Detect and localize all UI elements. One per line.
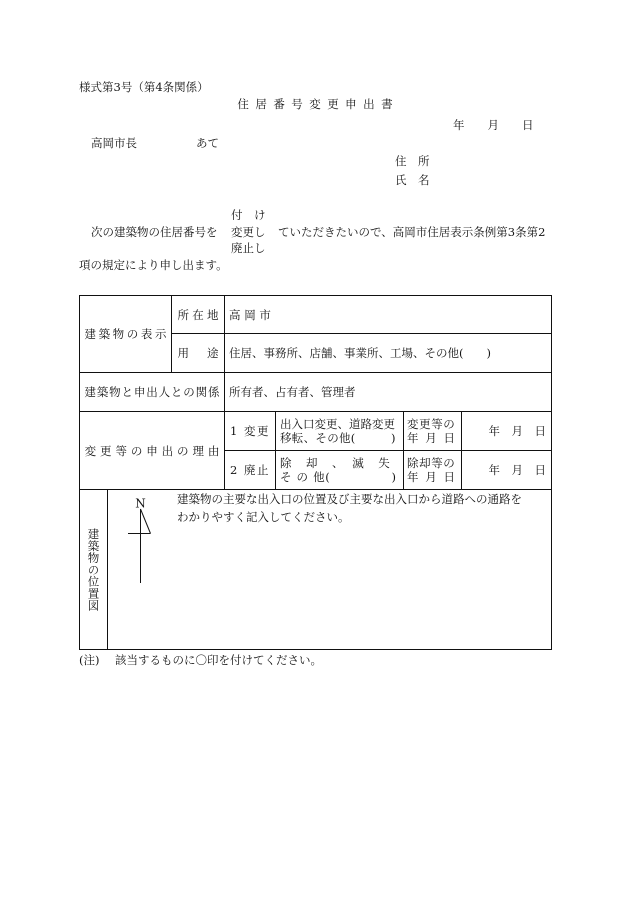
change-date-value: 年 月 日 (488, 424, 546, 438)
form-number: 様式第3号（第4条関係） (79, 80, 209, 94)
abolition-description-line: そ の 他( ) (280, 470, 397, 484)
relationship-label-cell (79, 372, 224, 411)
use-label: 用 途 (177, 346, 222, 360)
abolition-label-cell (224, 450, 275, 489)
abolition-date-value: 年 月 日 (488, 463, 546, 477)
change-label: 1 変更 (230, 424, 270, 438)
building-display-label: 建築物の表示 (84, 327, 170, 341)
request-closing: 項の規定により申し出ます。 (79, 258, 228, 272)
document-title: 住 居 番 号 変 更 申 出 書 (237, 97, 394, 111)
abolition-date-label-line: 年 月 日 (407, 470, 457, 484)
change-date-label-line: 年 月 日 (407, 431, 457, 445)
applicant-address-label: 住 所 (395, 154, 430, 168)
request-option-change: 変更し (231, 225, 266, 239)
location-map-area (107, 489, 552, 650)
abolition-description-cell (275, 450, 403, 489)
location-map-instruction-line: 建築物の主要な出入口の位置及び主要な出入口から道路への通路を (177, 492, 522, 506)
location-label: 所在地 (177, 307, 222, 322)
note-text: 該当するものに〇印を付けてください。 (115, 653, 322, 667)
note-marker: (注) (79, 653, 100, 667)
location-map-instruction-line: わかりやすく記入してください。 (177, 510, 350, 524)
relationship-value-cell (224, 372, 552, 411)
request-option-assign: 付 け (231, 208, 266, 222)
abolition-description-line: 除 却 、 滅 失 (280, 456, 392, 470)
north-arrow-icon (108, 490, 168, 590)
abolition-date-label-cell (403, 450, 461, 489)
location-value: 高岡市 (229, 307, 275, 322)
application-table (79, 295, 552, 650)
date-line: 年 月 日 (453, 118, 534, 132)
applicant-name-label: 氏 名 (395, 173, 430, 187)
addressee-name: 高岡市長 (91, 136, 137, 150)
abolition-date-value-cell (461, 450, 552, 489)
location-map-label-cell (79, 489, 107, 650)
change-description-cell (275, 411, 403, 450)
change-description-line: 移転、その他( ) (280, 431, 396, 445)
use-label-cell (171, 333, 224, 372)
use-value-cell (224, 333, 552, 372)
change-date-value-cell (461, 411, 552, 450)
change-date-label-line: 変更等の (407, 417, 456, 431)
request-continuation: ていただきたいので、高岡市住居表示条例第3条第2 (278, 225, 546, 239)
abolition-label: 2 廃止 (230, 463, 270, 477)
change-label-cell (224, 411, 275, 450)
relationship-label: 建築物と申出人との関係 (84, 385, 221, 399)
location-map-label: 建築物の位置図 (86, 528, 101, 612)
reason-label: 変更等の申出の理由 (84, 443, 224, 458)
location-map-instructions (177, 490, 522, 526)
north-label: N (135, 496, 146, 511)
location-value-cell (224, 295, 552, 333)
request-option-abolish: 廃止し (231, 241, 266, 255)
location-label-cell (171, 295, 224, 333)
change-date-label-cell (403, 411, 461, 450)
request-lead: 次の建築物の住居番号を (91, 225, 218, 239)
addressee-suffix: あて (196, 136, 219, 150)
abolition-date-label-line: 除却等の (407, 456, 456, 470)
reason-label-cell (79, 411, 224, 489)
change-description-line: 出入口変更、道路変更 (280, 417, 395, 431)
relationship-value: 所有者、占有者、管理者 (229, 385, 356, 399)
north-arrow-head (141, 509, 151, 534)
building-display-label-cell (79, 295, 171, 372)
use-value: 住居、事務所、店舗、事業所、工場、その他( ) (229, 346, 491, 360)
